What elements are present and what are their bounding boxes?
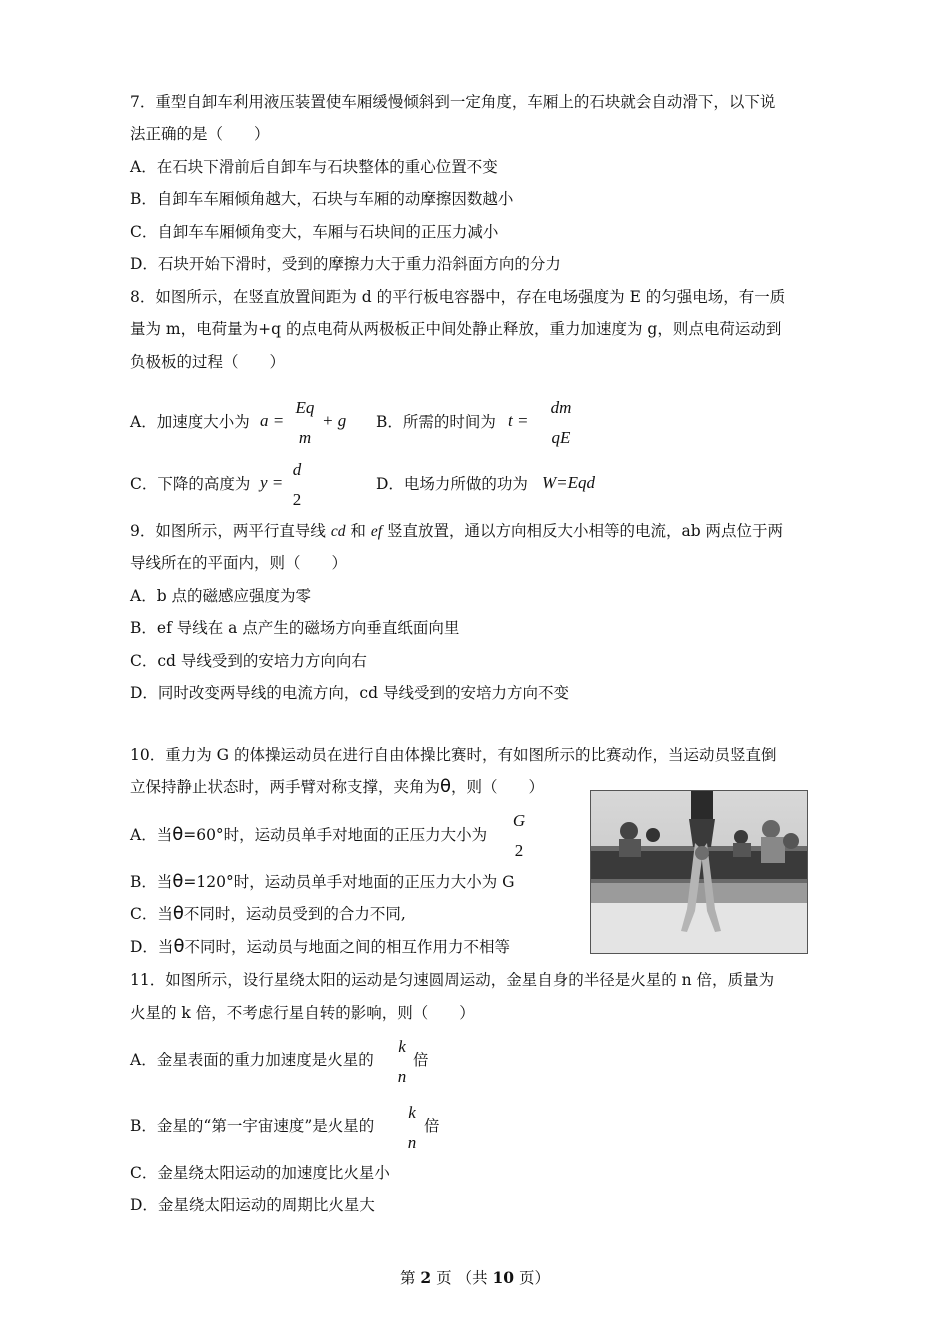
q8-option-a-rest: + g xyxy=(322,411,347,430)
q10-stem-line1: 10．重力为 G 的体操运动员在进行自由体操比赛时，有如图所示的比赛动作，当运动员竖直倒 xyxy=(130,746,777,764)
q10-option-a xyxy=(130,825,487,845)
q8-option-b-fraction xyxy=(541,393,581,453)
q8-option-b-text: B．所需的时间为 xyxy=(376,413,496,431)
q11-option-b-suffix: 倍 xyxy=(424,1117,440,1135)
q10-option-b xyxy=(130,872,515,892)
q8-option-a-lhs: a = xyxy=(260,411,285,430)
q9-stem-part2: 和 xyxy=(350,522,366,540)
q11-option-b-denominator: n xyxy=(407,1133,417,1152)
q10-option-a-fraction xyxy=(508,806,530,866)
q10-stem-line2-b: ，则（ ） xyxy=(451,778,545,796)
q11-option-b-numerator: k xyxy=(408,1103,416,1122)
page-footer xyxy=(0,1266,950,1288)
q7-option-c: C．自卸车车厢倾角变大，车厢与石块间的正压力减小 xyxy=(130,223,499,241)
q10-option-a-denominator: 2 xyxy=(514,841,524,860)
gymnast-photo-illustration xyxy=(591,791,807,953)
q8-stem-line1: 8．如图所示，在竖直放置间距为 d 的平行板电容器中，存在电场强度为 E 的匀强电场，有一质 xyxy=(130,288,786,306)
q10-stem-line2 xyxy=(130,777,544,797)
q10-option-c-pre: C．当 xyxy=(130,905,173,923)
q11-option-a-text: A．金星表面的重力加速度是火星的 xyxy=(130,1051,374,1069)
q8-option-a-denominator: m xyxy=(298,428,312,447)
q9-stem-part1: 9．如图所示，两平行直导线 xyxy=(130,522,326,540)
q11-stem-line1: 11．如图所示，设行星绕太阳的运动是匀速圆周运动，金星自身的半径是火星的 n 倍，质量为 xyxy=(130,971,775,989)
q7-stem-line2: 法正确的是（ ） xyxy=(130,125,270,143)
q10-option-c xyxy=(130,904,406,924)
q7-option-b: B．自卸车车厢倾角越大，石块与车厢的动摩擦因数越小 xyxy=(130,190,514,208)
q9-option-a: A．b 点的磁感应强度为零 xyxy=(130,587,312,605)
footer-pre: 第 xyxy=(399,1269,416,1287)
q10-option-d xyxy=(130,937,510,957)
q11-option-a-denominator: n xyxy=(397,1067,407,1086)
q9-option-d: D．同时改变两导线的电流方向，cd 导线受到的安培力方向不变 xyxy=(130,684,569,702)
q9-stem-line2: 导线所在的平面内，则（ ） xyxy=(130,554,348,572)
q10-option-c-post: 不同时，运动员受到的合力不同, xyxy=(183,905,406,923)
q8-option-b-denominator: qE xyxy=(551,428,571,447)
q11-option-b-fraction xyxy=(403,1098,421,1158)
q10-option-a-post: =60°时，运动员单手对地面的正压力大小为 xyxy=(183,826,488,844)
q9-stem-line1 xyxy=(130,521,783,542)
theta-symbol: θ xyxy=(172,824,184,845)
q8-option-c-numerator: d xyxy=(292,460,302,479)
q8-option-c-denominator: 2 xyxy=(292,490,302,509)
q8-option-c-text: C．下降的高度为 xyxy=(130,475,251,493)
q8-option-c-lhs: y = xyxy=(260,473,284,492)
q8-stem-line3: 负极板的过程（ ） xyxy=(130,353,286,371)
theta-symbol: θ xyxy=(172,903,184,924)
footer-page-number: 2 xyxy=(420,1268,432,1287)
q11-option-a-suffix: 倍 xyxy=(413,1051,429,1069)
q10-option-d-pre: D．当 xyxy=(130,938,174,956)
q8-option-d-text: D．电场力所做的功为 xyxy=(376,475,528,493)
q10-option-a-pre: A．当 xyxy=(130,826,173,844)
q11-option-b-text: B．金星的“第一宇宙速度”是火星的 xyxy=(130,1117,375,1135)
q7-option-d: D．石块开始下滑时，受到的摩擦力大于重力沿斜面方向的分力 xyxy=(130,255,561,273)
q7-stem-line1: 7．重型自卸车利用液压装置使车厢缓慢倾斜到一定角度，车厢上的石块就会自动滑下，以下说 xyxy=(130,93,776,111)
theta-symbol: θ xyxy=(440,776,452,797)
q8-option-a-numerator: Eq xyxy=(295,398,315,417)
footer-total-pages: 10 xyxy=(492,1268,515,1287)
q11-stem-line2: 火星的 k 倍，不考虑行星自转的影响，则（ ） xyxy=(130,1004,475,1022)
q9-wire-ef: ef xyxy=(370,523,383,540)
q11-option-a-numerator: k xyxy=(398,1037,406,1056)
q10-stem-line2-a: 立保持静止状态时，两手臂对称支撑，夹角为 xyxy=(130,778,441,796)
q11-option-d: D．金星绕太阳运动的周期比火星大 xyxy=(130,1196,375,1214)
q8-option-c-fraction xyxy=(286,455,308,515)
gymnast-photo xyxy=(590,790,808,954)
q9-option-c: C．cd 导线受到的安培力方向向右 xyxy=(130,652,367,670)
q8-option-b-numerator: dm xyxy=(550,398,572,417)
q10-option-b-pre: B．当 xyxy=(130,873,173,891)
theta-symbol: θ xyxy=(172,871,184,892)
q8-option-d-math: W=Eqd xyxy=(542,473,596,492)
q10-option-d-post: 不同时，运动员与地面之间的相互作用力不相等 xyxy=(184,938,510,956)
q8-option-a-text: A．加速度大小为 xyxy=(130,413,250,431)
q11-option-a-fraction xyxy=(393,1032,411,1092)
q9-stem-part3: 竖直放置，通以方向相反大小相等的电流，ab 两点位于两 xyxy=(386,522,784,540)
q8-option-a-fraction xyxy=(288,393,322,453)
theta-symbol: θ xyxy=(173,936,185,957)
q8-stem-line2: 量为 m，电荷量为+q 的点电荷从两极板正中间处静止释放，重力加速度为 g，则点电荷运动到 xyxy=(130,320,782,338)
q10-option-a-numerator: G xyxy=(512,811,526,830)
q11-option-c: C．金星绕太阳运动的加速度比火星小 xyxy=(130,1164,390,1182)
q9-option-b: B．ef 导线在 a 点产生的磁场方向垂直纸面向里 xyxy=(130,619,460,637)
footer-mid: 页 （共 xyxy=(436,1269,488,1287)
q7-option-a: A．在石块下滑前后自卸车与石块整体的重心位置不变 xyxy=(130,158,498,176)
q8-option-b-lhs: t = xyxy=(508,411,529,430)
footer-post: 页） xyxy=(519,1269,551,1287)
q9-wire-cd: cd xyxy=(330,523,346,540)
q10-option-b-post: =120°时，运动员单手对地面的正压力大小为 G xyxy=(183,873,515,891)
